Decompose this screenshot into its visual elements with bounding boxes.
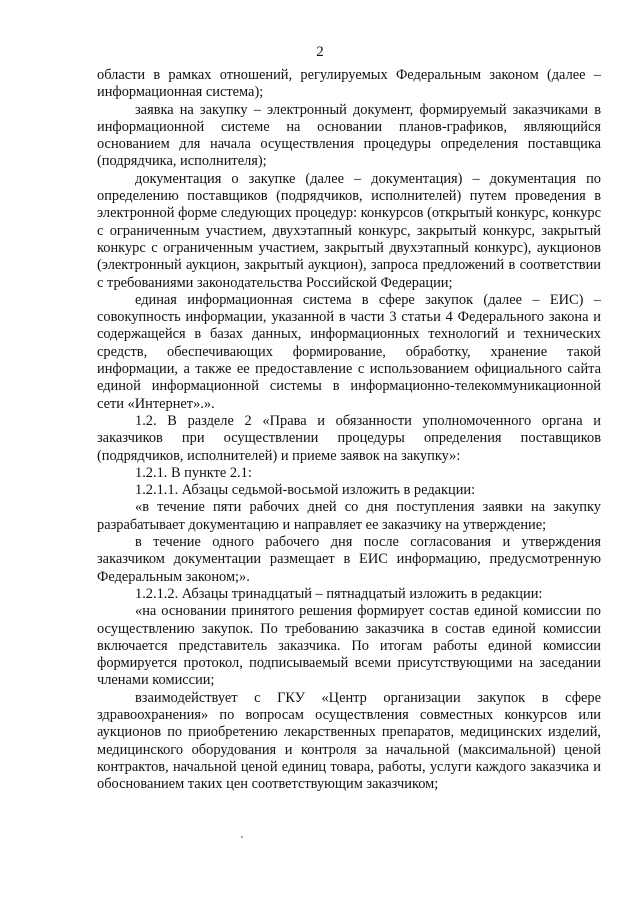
paragraph-quote-one-day: в течение одного рабочего дня после согласования и утверждения заказчиком документации размещает в ЕИС информацию, предусмотренную Федеральным законом;». <box>97 534 601 585</box>
paragraph-section-1-2-1-2: 1.2.1.2. Абзацы тринадцатый – пятнадцатый изложить в редакции: <box>135 585 543 602</box>
paragraph-definition-request: заявка на закупку – электронный документ, формируемый заказчиками в информационной системе на основании планов-графиков, являющийся основанием для начала осуществления процедуры определения поставщика (подрядчика, исполнителя); <box>97 101 601 170</box>
paragraph-definition-eis: единая информационная система в сфере закупок (далее – ЕИС) – совокупность информации, указанной в части 3 статьи 4 Федерального закона и содержащейся в базах данных, информационных технологий и технических средств, обеспечивающих формирование, обработку, хранение такой информации, а также ее предоставление с использованием официального сайта единой информационной системы в информационно-телекоммуникационной сети «Интернет».». <box>97 291 601 412</box>
document-body <box>97 67 601 793</box>
paragraph-quote-commission: «на основании принятого решения формирует состав единой комиссии по осуществлению закупок. По требованию заказчика в состав единой комиссии включается представитель заказчика. По итогам работы единой комиссии формируется протокол, подписываемый всеми присутствующими на заседании членами комиссии; <box>97 603 601 689</box>
paragraph-quote-five-days: «в течение пяти рабочих дней со дня поступления заявки на закупку разрабатывает документацию и направляет ее заказчику на утверждение; <box>97 499 601 533</box>
paragraph-quote-interaction: взаимодействует с ГКУ «Центр организации закупок в сфере здравоохранения» по вопросам осуществления совместных конкурсов или аукционов по приобретению лекарственных препаратов, медицинских изделий, медицинского оборудования и контроля за начальной (максимальной) ценой контрактов, начальной ценой единиц товара, работы, услуги каждого заказчика и обоснованием таких цен соответствующим заказчиком; <box>97 689 601 793</box>
scan-artifact <box>241 836 243 838</box>
paragraph-definition-documentation: документация о закупке (далее – документация) – документация по определению поставщиков (подрядчиков, исполнителей) путем проведения в электронной форме следующих процедур: конкурсов (открытый конкурс, конкурс с ограниченным участием, двухэтапный конкурс, закрытый конкурс, закрытый конкурс с ограниченным участием, закрытый двухэтапный конкурс), аукционов (электронный аукцион, закрытый аукцион), запроса предложений в соответствии с требованиями законодательства Российской Федерации; <box>97 170 601 291</box>
paragraph-section-1-2: 1.2. В разделе 2 «Права и обязанности уполномоченного органа и заказчиков при осуществлении процедуры определения поставщиков (подрядчиков, исполнителей) и приеме заявок на закупку»: <box>97 412 601 464</box>
paragraph-section-1-2-1: 1.2.1. В пункте 2.1: <box>135 464 252 481</box>
paragraph-section-1-2-1-1: 1.2.1.1. Абзацы седьмой-восьмой изложить в редакции: <box>135 482 476 499</box>
paragraph-continuation: области в рамках отношений, регулируемых Федеральным законом (далее – информационная система); <box>97 67 601 101</box>
page-number: 2 <box>316 44 324 60</box>
